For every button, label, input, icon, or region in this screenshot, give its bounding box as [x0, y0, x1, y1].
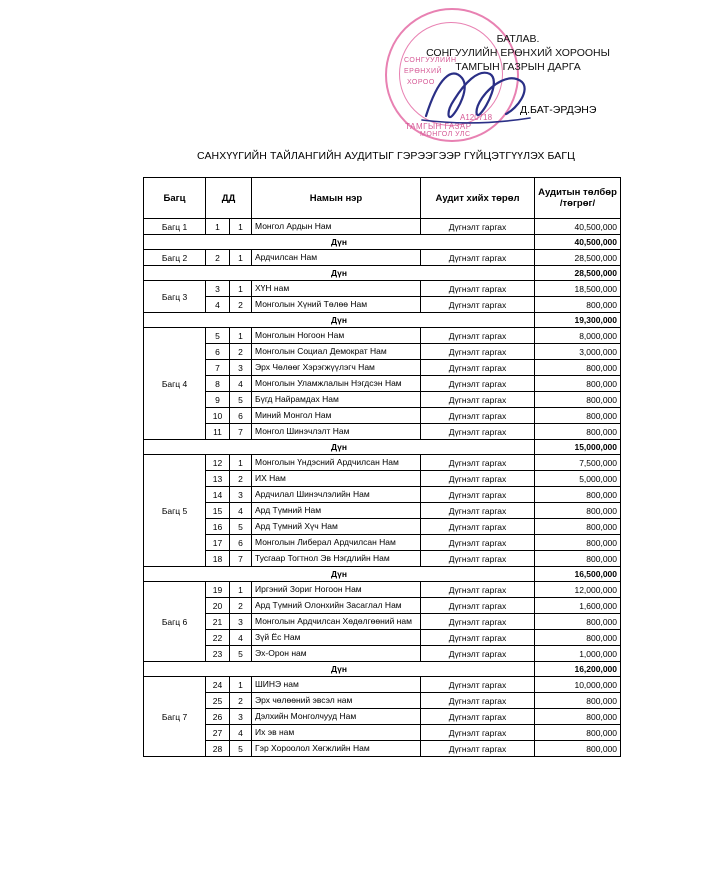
row-sub-index: 1	[230, 281, 252, 297]
row-sub-index: 5	[230, 646, 252, 662]
party-name: Монголын Ардчилсан Хөдөлгөөний нам	[252, 614, 421, 630]
audit-type: Дүгнэлт гаргах	[421, 693, 535, 709]
table-row	[144, 630, 621, 646]
sum-value: 16,500,000	[535, 567, 621, 582]
row-sub-index: 6	[230, 408, 252, 424]
audit-type: Дүгнэлт гаргах	[421, 344, 535, 360]
package-label: Багц 4	[144, 328, 206, 440]
party-name: Монгол Ардын Нам	[252, 219, 421, 235]
audit-fee: 12,000,000	[535, 582, 621, 598]
row-sub-index: 4	[230, 376, 252, 392]
row-index: 5	[206, 328, 230, 344]
party-name: Тусгаар Тогтнол Эв Нэгдлийн Нам	[252, 551, 421, 567]
party-name: Дэлхийн Монголчууд Нам	[252, 709, 421, 725]
audit-type: Дүгнэлт гаргах	[421, 219, 535, 235]
sum-value: 19,300,000	[535, 313, 621, 328]
party-name: Ардчилсан Нам	[252, 250, 421, 266]
row-sub-index: 3	[230, 487, 252, 503]
table-row	[144, 741, 621, 757]
row-index: 13	[206, 471, 230, 487]
row-sub-index: 1	[230, 219, 252, 235]
row-index: 24	[206, 677, 230, 693]
sum-value: 40,500,000	[535, 235, 621, 250]
table-row	[144, 582, 621, 598]
audit-type: Дүгнэлт гаргах	[421, 677, 535, 693]
row-index: 1	[206, 219, 230, 235]
audit-fee: 800,000	[535, 392, 621, 408]
row-index: 8	[206, 376, 230, 392]
table-row	[144, 646, 621, 662]
audit-type: Дүгнэлт гаргах	[421, 424, 535, 440]
table-row	[144, 455, 621, 471]
audit-fee: 1,600,000	[535, 598, 621, 614]
audit-fee: 800,000	[535, 297, 621, 313]
table-row	[144, 725, 621, 741]
table-row	[144, 424, 621, 440]
row-sub-index: 1	[230, 455, 252, 471]
sum-label: Дүн	[144, 266, 535, 281]
table-body	[144, 219, 621, 757]
table-row	[144, 709, 621, 725]
row-sub-index: 2	[230, 471, 252, 487]
table-row	[144, 471, 621, 487]
row-sub-index: 2	[230, 693, 252, 709]
audit-type: Дүгнэлт гаргах	[421, 487, 535, 503]
audit-type: Дүгнэлт гаргах	[421, 392, 535, 408]
table-sum-row	[144, 567, 621, 582]
party-name: Эх-Орон нам	[252, 646, 421, 662]
row-sub-index: 4	[230, 503, 252, 519]
stamp-org-line: ТАМГЫН ГАЗАР	[405, 122, 472, 131]
party-name: Монголын Ногоон Нам	[252, 328, 421, 344]
col-header-fee: Аудитын төлбөр /төгрөг/	[535, 178, 621, 219]
audit-fee: 800,000	[535, 376, 621, 392]
row-index: 15	[206, 503, 230, 519]
audit-fee: 800,000	[535, 487, 621, 503]
party-name: Эрх чөлөөний эвсэл нам	[252, 693, 421, 709]
package-label: Багц 6	[144, 582, 206, 662]
stamp-line-2: ЕРӨНХИЙ	[404, 68, 443, 75]
audit-fee: 28,500,000	[535, 250, 621, 266]
table-row	[144, 376, 621, 392]
stamp-country-line: МОНГОЛ УЛС	[420, 131, 471, 138]
audit-type: Дүгнэлт гаргах	[421, 519, 535, 535]
row-index: 17	[206, 535, 230, 551]
audit-type: Дүгнэлт гаргах	[421, 328, 535, 344]
table-row	[144, 392, 621, 408]
audit-type: Дүгнэлт гаргах	[421, 535, 535, 551]
audit-type: Дүгнэлт гаргах	[421, 582, 535, 598]
row-index: 7	[206, 360, 230, 376]
party-name: Зүй Ёс Нам	[252, 630, 421, 646]
party-name: Ард Түмний Хүч Нам	[252, 519, 421, 535]
audit-fee: 800,000	[535, 551, 621, 567]
audit-fee: 800,000	[535, 693, 621, 709]
row-sub-index: 5	[230, 392, 252, 408]
row-sub-index: 7	[230, 424, 252, 440]
table-row	[144, 519, 621, 535]
party-name: Эрх Чөлөөг Хэрэгжүүлэгч Нам	[252, 360, 421, 376]
row-index: 27	[206, 725, 230, 741]
table-row	[144, 360, 621, 376]
table-row	[144, 487, 621, 503]
row-index: 22	[206, 630, 230, 646]
audit-fee: 5,000,000	[535, 471, 621, 487]
sum-label: Дүн	[144, 235, 535, 250]
audit-type: Дүгнэлт гаргах	[421, 297, 535, 313]
party-name: Монголын Уламжлалын Нэгдсэн Нам	[252, 376, 421, 392]
row-sub-index: 6	[230, 535, 252, 551]
row-sub-index: 5	[230, 519, 252, 535]
row-sub-index: 1	[230, 677, 252, 693]
row-index: 4	[206, 297, 230, 313]
party-name: ИХ Нам	[252, 471, 421, 487]
row-index: 16	[206, 519, 230, 535]
row-index: 20	[206, 598, 230, 614]
row-sub-index: 1	[230, 250, 252, 266]
table-row	[144, 219, 621, 235]
audit-type: Дүгнэлт гаргах	[421, 741, 535, 757]
table-sum-row	[144, 266, 621, 281]
row-index: 10	[206, 408, 230, 424]
audit-fee: 8,000,000	[535, 328, 621, 344]
audit-type: Дүгнэлт гаргах	[421, 250, 535, 266]
sum-label: Дүн	[144, 662, 535, 677]
audit-fee: 40,500,000	[535, 219, 621, 235]
audit-fee: 800,000	[535, 503, 621, 519]
table-row	[144, 344, 621, 360]
audit-fee: 800,000	[535, 725, 621, 741]
row-index: 14	[206, 487, 230, 503]
row-sub-index: 3	[230, 360, 252, 376]
col-header-name: Намын нэр	[252, 178, 421, 219]
sum-label: Дүн	[144, 440, 535, 455]
sum-label: Дүн	[144, 567, 535, 582]
package-label: Багц 5	[144, 455, 206, 567]
party-name: ХҮН нам	[252, 281, 421, 297]
sum-value: 28,500,000	[535, 266, 621, 281]
table-row	[144, 551, 621, 567]
table-row	[144, 250, 621, 266]
row-index: 25	[206, 693, 230, 709]
row-sub-index: 2	[230, 297, 252, 313]
row-sub-index: 7	[230, 551, 252, 567]
row-sub-index: 1	[230, 582, 252, 598]
audit-type: Дүгнэлт гаргах	[421, 360, 535, 376]
row-index: 12	[206, 455, 230, 471]
table-row	[144, 328, 621, 344]
audit-fee: 1,000,000	[535, 646, 621, 662]
audit-packages-table-wrap	[143, 177, 620, 757]
audit-fee: 3,000,000	[535, 344, 621, 360]
row-index: 23	[206, 646, 230, 662]
signer-name: Д.БАТ-ЭРДЭНЭ	[520, 104, 597, 116]
col-header-bagts: Багц	[144, 178, 206, 219]
approval-line-1: БАТЛАВ.	[496, 33, 540, 45]
table-row	[144, 677, 621, 693]
row-index: 21	[206, 614, 230, 630]
package-label: Багц 1	[144, 219, 206, 235]
audit-type: Дүгнэлт гаргах	[421, 551, 535, 567]
party-name: Миний Монгол Нам	[252, 408, 421, 424]
approval-line-3: ТАМГЫН ГАЗРЫН ДАРГА	[455, 61, 581, 73]
audit-type: Дүгнэлт гаргах	[421, 646, 535, 662]
audit-fee: 800,000	[535, 741, 621, 757]
audit-fee: 800,000	[535, 519, 621, 535]
row-index: 11	[206, 424, 230, 440]
row-index: 2	[206, 250, 230, 266]
row-index: 3	[206, 281, 230, 297]
row-sub-index: 1	[230, 328, 252, 344]
row-sub-index: 2	[230, 344, 252, 360]
table-row	[144, 408, 621, 424]
audit-fee: 7,500,000	[535, 455, 621, 471]
row-sub-index: 4	[230, 725, 252, 741]
approval-line-2: СОНГУУЛИЙН ЕРӨНХИЙ ХОРООНЫ	[426, 47, 610, 59]
table-row	[144, 598, 621, 614]
party-name: Иргэний Зориг Ногоон Нам	[252, 582, 421, 598]
party-name: Монголын Социал Демократ Нам	[252, 344, 421, 360]
stamp-line-3: ХОРОО	[407, 79, 435, 86]
table-row	[144, 281, 621, 297]
row-sub-index: 3	[230, 709, 252, 725]
page-title: САНХҮҮГИЙН ТАЙЛАНГИЙН АУДИТЫГ ГЭРЭЭГЭЭР ГҮЙЦЭТГҮҮЛЭХ БАГЦ	[197, 150, 575, 162]
audit-type: Дүгнэлт гаргах	[421, 709, 535, 725]
row-sub-index: 5	[230, 741, 252, 757]
party-name: ШИНЭ нам	[252, 677, 421, 693]
stamp-area	[0, 0, 707, 140]
party-name: Монголын Либерал Ардчилсан Нам	[252, 535, 421, 551]
row-index: 9	[206, 392, 230, 408]
table-row	[144, 503, 621, 519]
sum-value: 15,000,000	[535, 440, 621, 455]
audit-type: Дүгнэлт гаргах	[421, 630, 535, 646]
audit-fee: 18,500,000	[535, 281, 621, 297]
row-index: 19	[206, 582, 230, 598]
col-header-dd: ДД	[206, 178, 252, 219]
audit-packages-table	[143, 177, 621, 757]
table-row	[144, 297, 621, 313]
audit-type: Дүгнэлт гаргах	[421, 281, 535, 297]
audit-type: Дүгнэлт гаргах	[421, 725, 535, 741]
audit-fee: 800,000	[535, 709, 621, 725]
party-name: Ард Түмний Нам	[252, 503, 421, 519]
party-name: Ардчилал Шинэчлэлийн Нам	[252, 487, 421, 503]
audit-type: Дүгнэлт гаргах	[421, 408, 535, 424]
table-sum-row	[144, 440, 621, 455]
package-label: Багц 3	[144, 281, 206, 313]
row-index: 26	[206, 709, 230, 725]
audit-type: Дүгнэлт гаргах	[421, 471, 535, 487]
audit-fee: 800,000	[535, 360, 621, 376]
row-sub-index: 3	[230, 614, 252, 630]
sum-value: 16,200,000	[535, 662, 621, 677]
sum-label: Дүн	[144, 313, 535, 328]
audit-fee: 800,000	[535, 408, 621, 424]
audit-fee: 10,000,000	[535, 677, 621, 693]
party-name: Монголын Үндэсний Ардчилсан Нам	[252, 455, 421, 471]
audit-type: Дүгнэлт гаргах	[421, 455, 535, 471]
party-name: Их эв нам	[252, 725, 421, 741]
audit-type: Дүгнэлт гаргах	[421, 598, 535, 614]
row-index: 18	[206, 551, 230, 567]
package-label: Багц 2	[144, 250, 206, 266]
stamp-line-1: СОНГУУЛИЙН	[404, 57, 457, 64]
table-sum-row	[144, 313, 621, 328]
audit-type: Дүгнэлт гаргах	[421, 503, 535, 519]
audit-fee: 800,000	[535, 424, 621, 440]
audit-fee: 800,000	[535, 630, 621, 646]
row-index: 6	[206, 344, 230, 360]
audit-type: Дүгнэлт гаргах	[421, 614, 535, 630]
signature-mark	[418, 58, 538, 128]
table-row	[144, 614, 621, 630]
row-sub-index: 2	[230, 598, 252, 614]
package-label: Багц 7	[144, 677, 206, 757]
col-header-type: Аудит хийх төрөл	[421, 178, 535, 219]
audit-fee: 800,000	[535, 535, 621, 551]
party-name: Ард Түмний Олонхийн Засаглал Нам	[252, 598, 421, 614]
party-name: Монгол Шинэчлэлт Нам	[252, 424, 421, 440]
table-sum-row	[144, 235, 621, 250]
row-index: 28	[206, 741, 230, 757]
audit-fee: 800,000	[535, 614, 621, 630]
stamp-register-number: А120718	[460, 113, 493, 122]
audit-type: Дүгнэлт гаргах	[421, 376, 535, 392]
table-header-row	[144, 178, 621, 219]
table-sum-row	[144, 662, 621, 677]
row-sub-index: 4	[230, 630, 252, 646]
party-name: Гэр Хороолол Хөгжлийн Нам	[252, 741, 421, 757]
table-row	[144, 693, 621, 709]
party-name: Монголын Хүний Төлөө Нам	[252, 297, 421, 313]
party-name: Бүгд Найрамдах Нам	[252, 392, 421, 408]
table-row	[144, 535, 621, 551]
